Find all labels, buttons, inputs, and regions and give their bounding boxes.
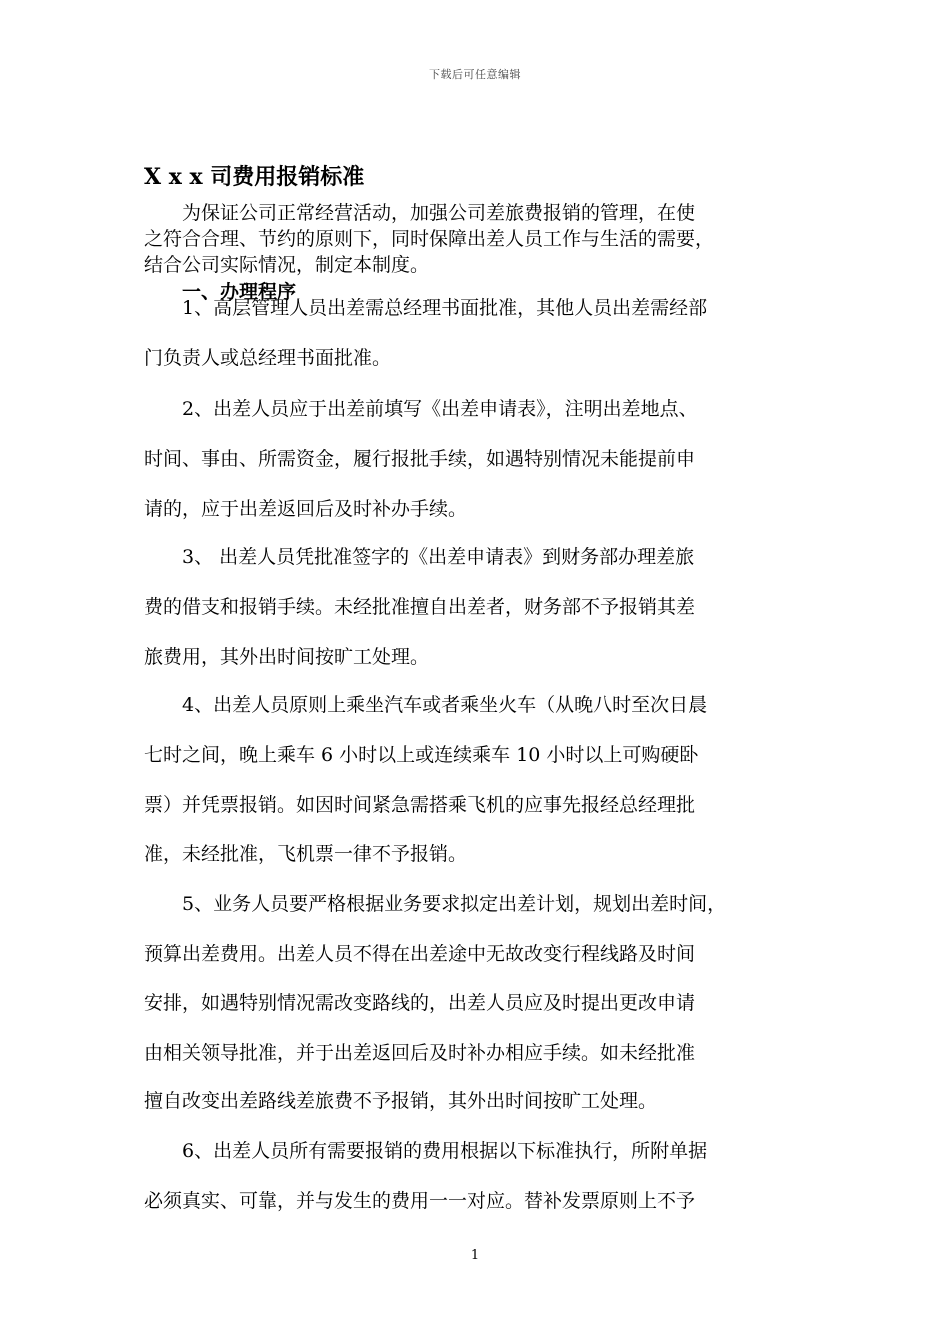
body-line: 预算出差费用。出差人员不得在出差途中无故改变行程线路及时间 <box>144 943 696 965</box>
body-line: 3、 出差人员凭批准签字的《出差申请表》到财务部办理差旅 <box>182 546 695 568</box>
intro-line: 结合公司实际情况，制定本制度。 <box>144 254 430 276</box>
body-line: 票）并凭票报销。如因时间紧急需搭乘飞机的应事先报经总经理批 <box>144 794 696 816</box>
body-line: 4、出差人员原则上乘坐汽车或者乘坐火车（从晚八时至次日晨 <box>182 694 708 716</box>
body-line: 时间、事由、所需资金，履行报批手续，如遇特别情况未能提前申 <box>144 448 696 470</box>
body-line: 门负责人或总经理书面批准。 <box>144 347 392 369</box>
intro-line: 之符合合理、节约的原则下，同时保障出差人员工作与生活的需要， <box>144 228 715 250</box>
document-title: X x x 司费用报销标准 <box>144 164 365 190</box>
header-note: 下载后可任意编辑 <box>429 68 521 81</box>
body-line: 1、高层管理人员出差需总经理书面批准，其他人员出差需经部 <box>182 297 708 319</box>
body-line: 5、业务人员要严格根据业务要求拟定出差计划，规划出差时间， <box>182 893 727 915</box>
body-line: 旅费用，其外出时间按旷工处理。 <box>144 646 430 668</box>
body-line: 安排，如遇特别情况需改变路线的，出差人员应及时提出更改申请 <box>144 992 696 1014</box>
intro-line: 为保证公司正常经营活动，加强公司差旅费报销的管理，在使 <box>182 202 696 224</box>
section-heading: 一、办理程序 <box>182 281 297 303</box>
intro-paragraph <box>144 200 814 278</box>
body-line: 费的借支和报销手续。未经批准擅自出差者，财务部不予报销其差 <box>144 596 696 618</box>
body-line: 必须真实、可靠，并与发生的费用一一对应。替补发票原则上不予 <box>144 1190 696 1212</box>
page-number: 1 <box>470 1248 480 1263</box>
body-line: 七时之间，晚上乘车 6 小时以上或连续乘车 10 小时以上可购硬卧 <box>144 744 699 766</box>
body-line: 6、出差人员所有需要报销的费用根据以下标准执行，所附单据 <box>182 1140 708 1162</box>
body-line: 准，未经批准，飞机票一律不予报销。 <box>144 843 468 865</box>
body-line: 由相关领导批准，并于出差返回后及时补办相应手续。如未经批准 <box>144 1042 696 1064</box>
body-line: 擅自改变出差路线差旅费不予报销，其外出时间按旷工处理。 <box>144 1090 658 1112</box>
body-line: 2、出差人员应于出差前填写《出差申请表》，注明出差地点、 <box>182 398 698 420</box>
body-line: 请的，应于出差返回后及时补办手续。 <box>144 498 468 520</box>
